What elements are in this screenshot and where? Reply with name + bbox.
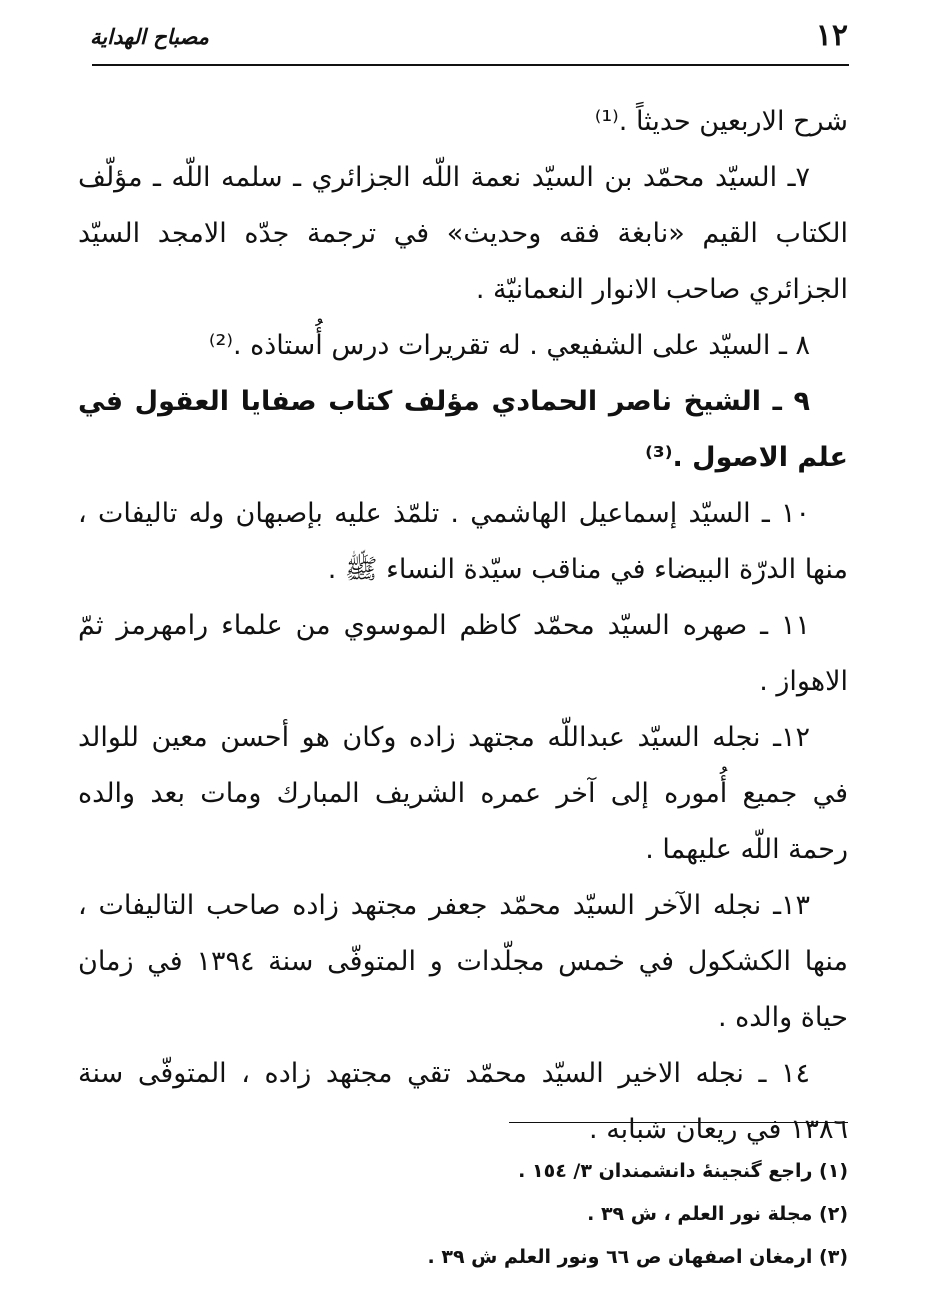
list-item-12: ١٢ـ نجله السيّد عبداللّه مجتهد زاده وكان هو أحسن معين للوالد في جميع أُموره إلى آخر عمره الشريف المبارك ومات بعد والده رحمة اللّه عليهما . (78, 722, 848, 865)
footnote-3: (٣) ارمغان اصفهان ص ٦٦ ونور العلم ش ٣٩ . (427, 1246, 848, 1268)
list-item-11: ١١ ـ صهره السيّد محمّد كاظم الموسوي من علماء رامهرمز ثمّ الاهواز . (78, 610, 848, 697)
list-item-9: ٩ ـ الشيخ ناصر الحمادي مؤلف كتاب صفايا العقول في علم الاصول .⁽³⁾ (78, 386, 848, 473)
page-header (90, 18, 848, 64)
running-title: مصباح الهداية (90, 24, 209, 49)
body-text (78, 94, 848, 1158)
header-rule (92, 64, 849, 66)
footnote-1: (١) راجع گنجينهٔ دانشمندان ٣/ ١٥٤ . (518, 1160, 848, 1182)
list-item-7: ٧ـ السيّد محمّد بن السيّد نعمة اللّه الجزائري ـ سلمه اللّه ـ مؤلّف الكتاب القيم «نابغة فقه وحديث» في ترجمة جدّه الامجد السيّد الجزائري صاحب الانوار النعمانيّة . (78, 162, 848, 305)
list-item-8: ٨ ـ السيّد على الشفيعي . له تقريرات درس أُستاذه .⁽²⁾ (208, 330, 810, 361)
list-item-14: ١٤ ـ نجله الاخير السيّد محمّد تقي مجتهد زاده ، المتوفّى سنة ١٣٨٦ في ريعان شبابه . (78, 1058, 848, 1145)
list-item-13: ١٣ـ نجله الآخر السيّد محمّد جعفر مجتهد زاده صاحب التاليفات ، منها الكشكول في خمس مجلّدات و المتوفّى سنة ١٣٩٤ في زمان حياة والده . (78, 890, 848, 1033)
footnote-2: (٢) مجلة نور العلم ، ش ٣٩ . (587, 1203, 848, 1225)
page-number: ١٢ (815, 18, 848, 53)
footnote-rule (509, 1122, 848, 1123)
footnotes (300, 1150, 848, 1279)
paragraph-continuation: شرح الاربعين حديثاً .⁽¹⁾ (594, 106, 848, 137)
list-item-10: ١٠ ـ السيّد إسماعيل الهاشمي . تلمّذ عليه بإصبهان وله تاليفات ، منها الدرّة البيضاء في مناقب سيّدة النساء ﷺ . (78, 498, 848, 585)
